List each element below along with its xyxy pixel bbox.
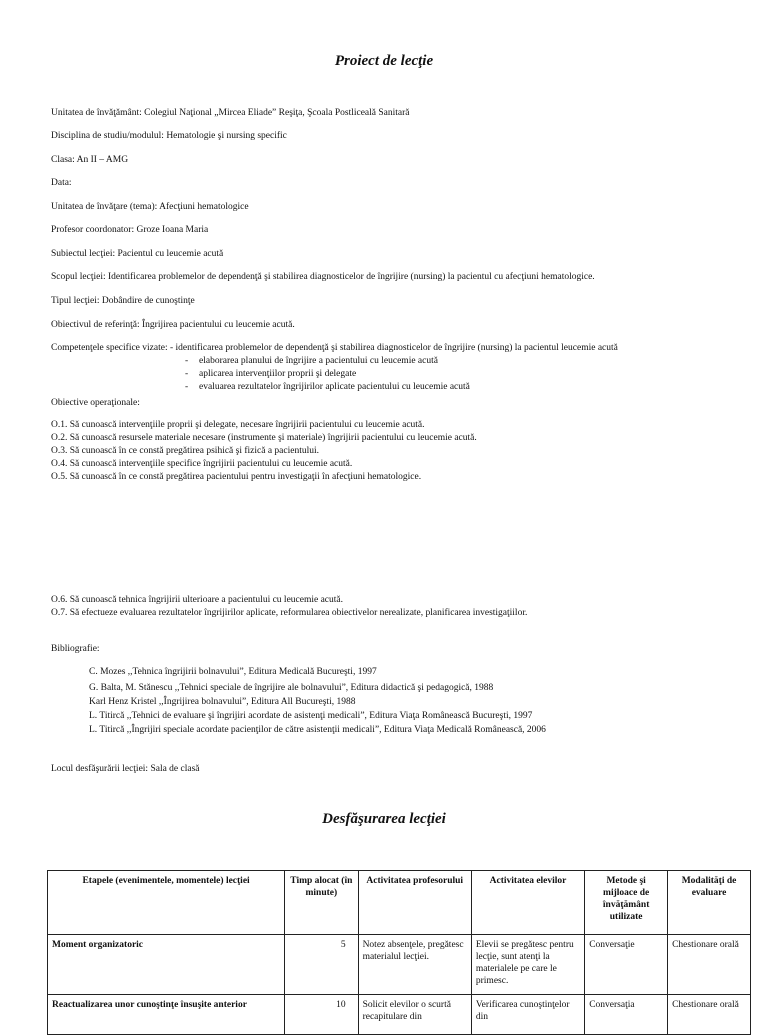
- bibliografie-item: C. Mozes ,,Tehnica îngrijirii bolnavului”, Editura Medicală Bucureşti, 1997: [89, 667, 377, 677]
- table-cell: Moment organizatoric: [48, 935, 285, 995]
- competente-item: - evaluarea rezultatelor îngrijirilor aplicate pacientului cu leucemie acută: [185, 382, 470, 392]
- disciplina: Disciplina de studiu/modulul: Hematologie şi nursing specific: [51, 131, 287, 141]
- bibliografie-item: L. Titircă ,,Tehnici de evaluare şi îngrijiri acordate de asistenţi medicali”, Editura Viaţa Românească Bucureşti, 1997: [89, 711, 533, 721]
- section-title: Desfăşurarea lecţiei: [322, 811, 446, 827]
- table-cell: Conversaţie: [585, 935, 668, 995]
- bibliografie-item: Karl Henz Kristel ,,Îngrijirea bolnavului”, Editura All Bucureşti, 1988: [89, 697, 356, 707]
- table-cell: 5: [285, 935, 358, 995]
- tip-lectie: Tipul lecţiei: Dobândire de cunoştinţe: [51, 296, 195, 306]
- obiectiv-item: O.3. Să cunoască în ce constă pregătirea psihică şi fizică a pacientului.: [51, 446, 319, 456]
- table-cell: Reactualizarea unor cunoştinţe însuşite anterior: [48, 995, 285, 1035]
- competente-item: - aplicarea intervenţiilor proprii şi delegate: [185, 369, 357, 379]
- table-header-row: [48, 871, 751, 935]
- column-header: Metode şi mijloace de învăţământ utilizate: [585, 871, 668, 935]
- column-header: Timp alocat (în minute): [285, 871, 358, 935]
- bibliografie-item: L. Titircă ,,Îngrijiri speciale acordate pacienţilor de către asistenţii medicali”, Editura Viaţa Medicală Românească, 2006: [89, 725, 546, 735]
- data: Data:: [51, 178, 72, 188]
- obiectiv-item: O.1. Să cunoască intervenţiile proprii şi delegate, necesare îngrijirii pacientului cu leucemie acută.: [51, 420, 425, 430]
- locul-lectiei: Locul desfăşurării lecţiei: Sala de clasă: [51, 764, 200, 774]
- lesson-table: [47, 870, 751, 1035]
- bibliografie-label: Bibliografie:: [51, 644, 100, 654]
- competente-item: - elaborarea planului de îngrijire a pacientului cu leucemie acută: [185, 356, 438, 366]
- obiectiv-item: O.5. Să cunoască în ce constă pregătirea pacientului pentru investigaţii în afecţiuni hematologice.: [51, 472, 422, 482]
- table-cell: Verificarea cunoştinţelor din: [471, 995, 584, 1035]
- document-title: Proiect de lecţie: [334, 53, 434, 69]
- obiectiv-item: O.2. Să cunoască resursele materiale necesare (instrumente şi materiale) îngrijirii pacientului cu leucemie acută.: [51, 433, 477, 443]
- column-header: Activitatea profesorului: [358, 871, 471, 935]
- unitate-invatamant: Unitatea de învăţământ: Colegiul Naţional „Mircea Eliade” Reşiţa, Şcoala Postliceală Sanitară: [51, 108, 410, 118]
- table-cell: Chestionare orală: [668, 995, 751, 1035]
- competente-intro: Competenţele specifice vizate: - identificarea problemelor de dependenţă şi stabilirea diagnosticelor de îngrijire (nursing) la pacientul leucemie acută: [51, 343, 618, 353]
- table-row: [48, 995, 751, 1035]
- obiective-label: Obiective operaţionale:: [51, 398, 140, 408]
- clasa: Clasa: An II – AMG: [51, 155, 129, 165]
- column-header: Modalităţi de evaluare: [668, 871, 751, 935]
- table-cell: 10: [285, 995, 358, 1035]
- bibliografie-item: G. Balta, M. Stănescu ,,Tehnici speciale de îngrijire ale bolnavului”, Editura didactică şi pedagogică, 1988: [89, 683, 494, 693]
- scop: Scopul lecţiei: Identificarea problemelor de dependenţă şi stabilirea diagnosticelor de îngrijire (nursing) la pacientul cu afecţiuni hematologice.: [51, 272, 595, 282]
- obiectiv-referinta: Obiectivul de referinţă: Îngrijirea pacientului cu leucemie acută.: [51, 320, 295, 330]
- table-cell: Solicit elevilor o scurtă recapitulare din: [358, 995, 471, 1035]
- subiect: Subiectul lecţiei: Pacientul cu leucemie acută: [51, 249, 224, 259]
- table-row: [48, 935, 751, 995]
- table-cell: Conversaţia: [585, 995, 668, 1035]
- unitate-invatare: Unitatea de învăţare (tema): Afecţiuni hematologice: [51, 202, 249, 212]
- profesor: Profesor coordonator: Groze Ioana Maria: [51, 225, 209, 235]
- table-cell: Elevii se pregătesc pentru lecţie, sunt atenţi la materialele pe care le primesc.: [471, 935, 584, 995]
- column-header: Etapele (evenimentele, momentele) lecţiei: [48, 871, 285, 935]
- column-header: Activitatea elevilor: [471, 871, 584, 935]
- obiectiv-item: O.4. Să cunoască intervenţiile specifice îngrijirii pacientului cu leucemie acută.: [51, 459, 353, 469]
- table-cell: Chestionare orală: [668, 935, 751, 995]
- obiectiv-item: O.6. Să cunoască tehnica îngrijirii ulterioare a pacientului cu leucemie acută.: [51, 595, 343, 605]
- obiectiv-item: O.7. Să efectueze evaluarea rezultatelor îngrijirilor aplicate, reformularea obiectivelor nerealizate, planificarea investigaţiilor.: [51, 608, 528, 618]
- table-cell: Notez absenţele, pregătesc materialul lecţiei.: [358, 935, 471, 995]
